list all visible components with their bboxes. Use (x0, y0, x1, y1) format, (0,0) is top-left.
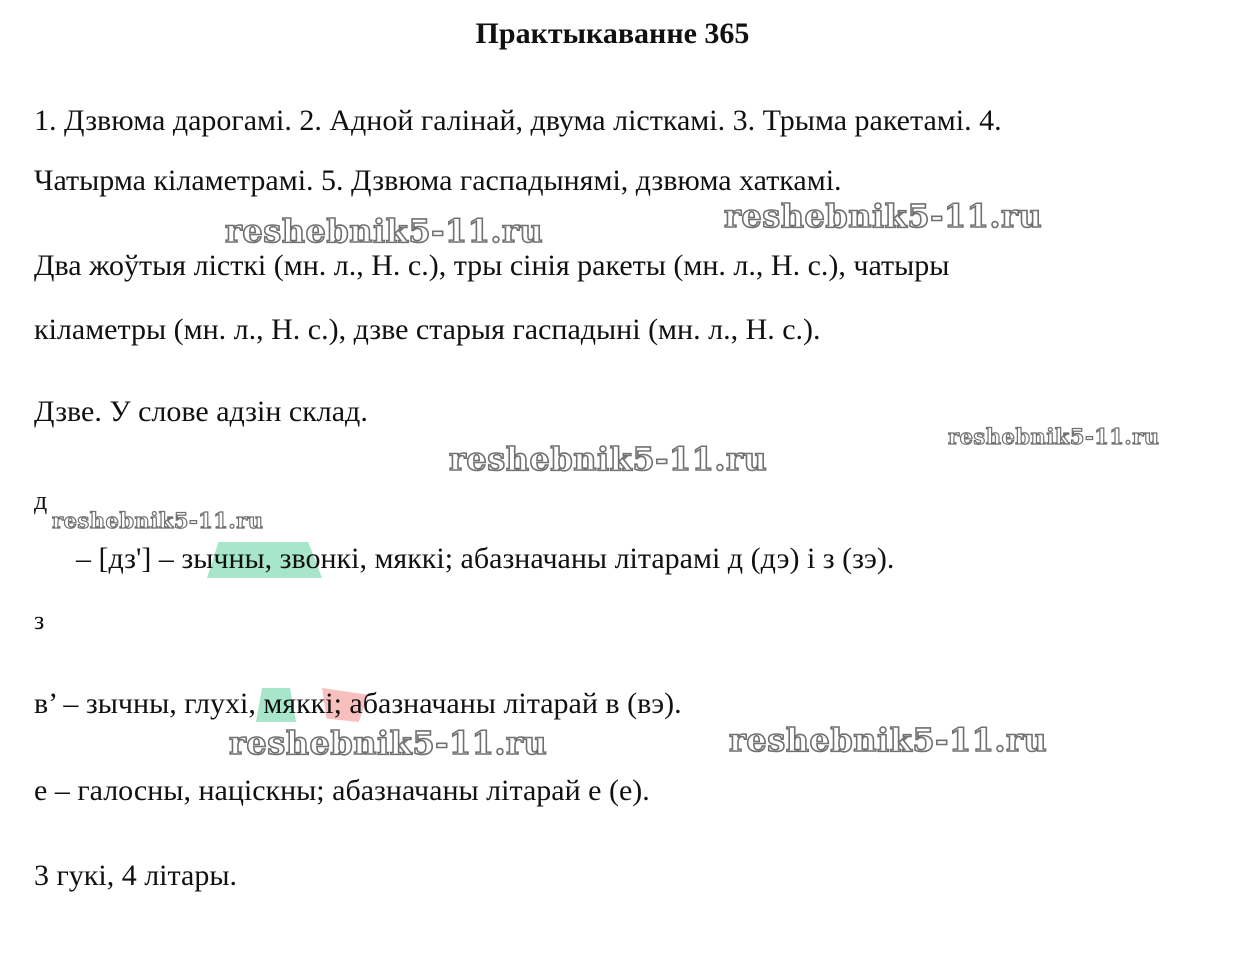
letter-d: д (34, 486, 48, 515)
answer2-line2: кіламетры (мн. л., Н. с.), дзве старыя гаспадыні (мн. л., Н. с.). (34, 313, 821, 346)
answer1-line1: 1. Дзвюма дарогамі. 2. Адной галінай, двума лісткамі. 3. Трыма ракетамі. 4. (34, 104, 1002, 137)
letter-z: з (34, 606, 45, 635)
phonetic-line-dz: – [дз'] – зычны, звонкі, мяккі; абазначаны літарамі д (дэ) і з (зэ). (76, 542, 895, 575)
answer3: Дзве. У слове адзін склад. (34, 395, 368, 428)
page-title: Практыкаванне 365 (475, 17, 750, 50)
watermark: reshebnik5-11.ru (729, 721, 1048, 759)
answer2-line1: Два жоўтыя лісткі (мн. л., Н. с.), тры сінія ракеты (мн. л., Н. с.), чатыры (34, 249, 950, 282)
summary: 3 гукі, 4 літары. (34, 859, 237, 892)
answer1-line2: Чатырма кіламетрамі. 5. Дзвюма гаспадынямі, дзвюма хаткамі. (34, 164, 842, 197)
watermark: reshebnik5-11.ru (52, 508, 264, 533)
watermark: reshebnik5-11.ru (229, 724, 548, 762)
watermark: reshebnik5-11.ru (948, 424, 1160, 449)
phonetic-line-v: в’ – зычны, глухі, мяккі; абазначаны літарай в (вэ). (34, 687, 682, 720)
watermark: reshebnik5-11.ru (724, 197, 1043, 235)
phonetic-line-e: е – галосны, націскны; абазначаны літарай е (е). (34, 774, 650, 807)
watermark: reshebnik5-11.ru (449, 440, 768, 478)
watermark: reshebnik5-11.ru (225, 212, 544, 250)
